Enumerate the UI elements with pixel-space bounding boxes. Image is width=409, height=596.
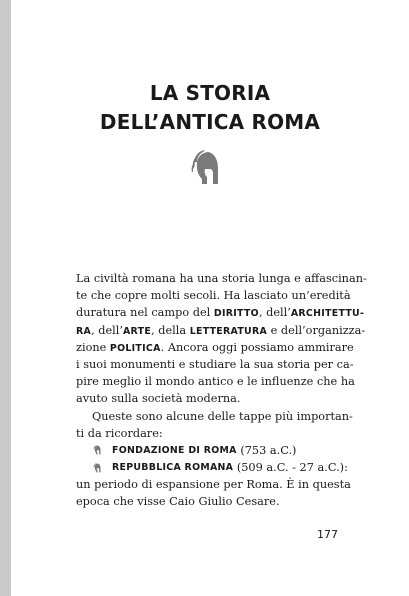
text-fragment: , dell’: [91, 323, 123, 337]
text-line: [76, 425, 348, 442]
text-fragment: avuto sulla società moderna.: [76, 392, 241, 406]
text-line: [76, 322, 366, 339]
keyword-politica: POLITICA: [109, 342, 161, 354]
text-line: [76, 270, 367, 287]
text-fragment: pire meglio il mondo antico e le influenze che ha: [76, 375, 355, 389]
text-fragment: , della: [151, 323, 190, 337]
text-line: [76, 304, 365, 321]
keyword-arte: ARTE: [123, 325, 152, 337]
text-fragment: zione: [76, 340, 110, 354]
text-line: [76, 356, 354, 373]
list-item-detail: (509 a.C. - 27 a.C.):: [233, 461, 348, 475]
text-fragment: duratura nel campo del: [76, 306, 214, 320]
text-line: [76, 339, 354, 356]
text-line: [76, 493, 348, 510]
text-fragment: , dell’: [258, 306, 291, 320]
keyword-letteratura: LETTERATURA: [189, 325, 268, 337]
chapter-title-line-2: DELL’ANTICA ROMA: [99, 110, 321, 134]
page-number: 177: [317, 528, 338, 541]
text-line: [76, 390, 348, 407]
text-fragment: un periodo di espansione per Roma. È in questa: [76, 478, 351, 492]
text-line: [76, 476, 351, 493]
spartan-helmet-icon: [187, 148, 227, 188]
list-item-term: FONDAZIONE DI ROMA: [112, 444, 237, 456]
list-item-fondazione: [76, 442, 348, 459]
text-fragment: e dell’organizza-: [267, 323, 366, 337]
list-item-detail: (753 a.C.): [236, 443, 297, 457]
helmet-bullet-icon: [92, 462, 103, 474]
helmet-bullet-icon: [92, 444, 103, 456]
text-line: [76, 287, 351, 304]
keyword-architettura: ARCHITETTU-: [290, 308, 365, 320]
text-line: [76, 408, 353, 425]
text-fragment: ti da ricordare:: [76, 426, 163, 440]
text-fragment: . Ancora oggi possiamo ammirare: [160, 340, 354, 354]
keyword-architettura-end: RA: [76, 325, 92, 337]
chapter-title: [11, 79, 409, 137]
text-line: [76, 373, 355, 390]
text-fragment: i suoi monumenti e studiare la sua storia per ca-: [76, 357, 354, 371]
text-fragment: Queste sono alcune delle tappe più importan-: [92, 409, 353, 423]
chapter-title-line-1: LA STORIA: [149, 81, 271, 105]
text-fragment: te che copre molti secoli. Ha lasciato un’eredità: [76, 289, 351, 303]
book-page: [11, 0, 409, 596]
list-item-repubblica: [76, 459, 348, 476]
list-item-term: REPUBBLICA ROMANA: [112, 462, 234, 474]
keyword-diritto: DIRITTO: [213, 308, 259, 320]
body-text: [76, 270, 367, 511]
text-fragment: epoca che visse Caio Giulio Cesare.: [76, 495, 280, 509]
text-fragment: La civiltà romana ha una storia lunga e affascinan-: [76, 272, 367, 285]
